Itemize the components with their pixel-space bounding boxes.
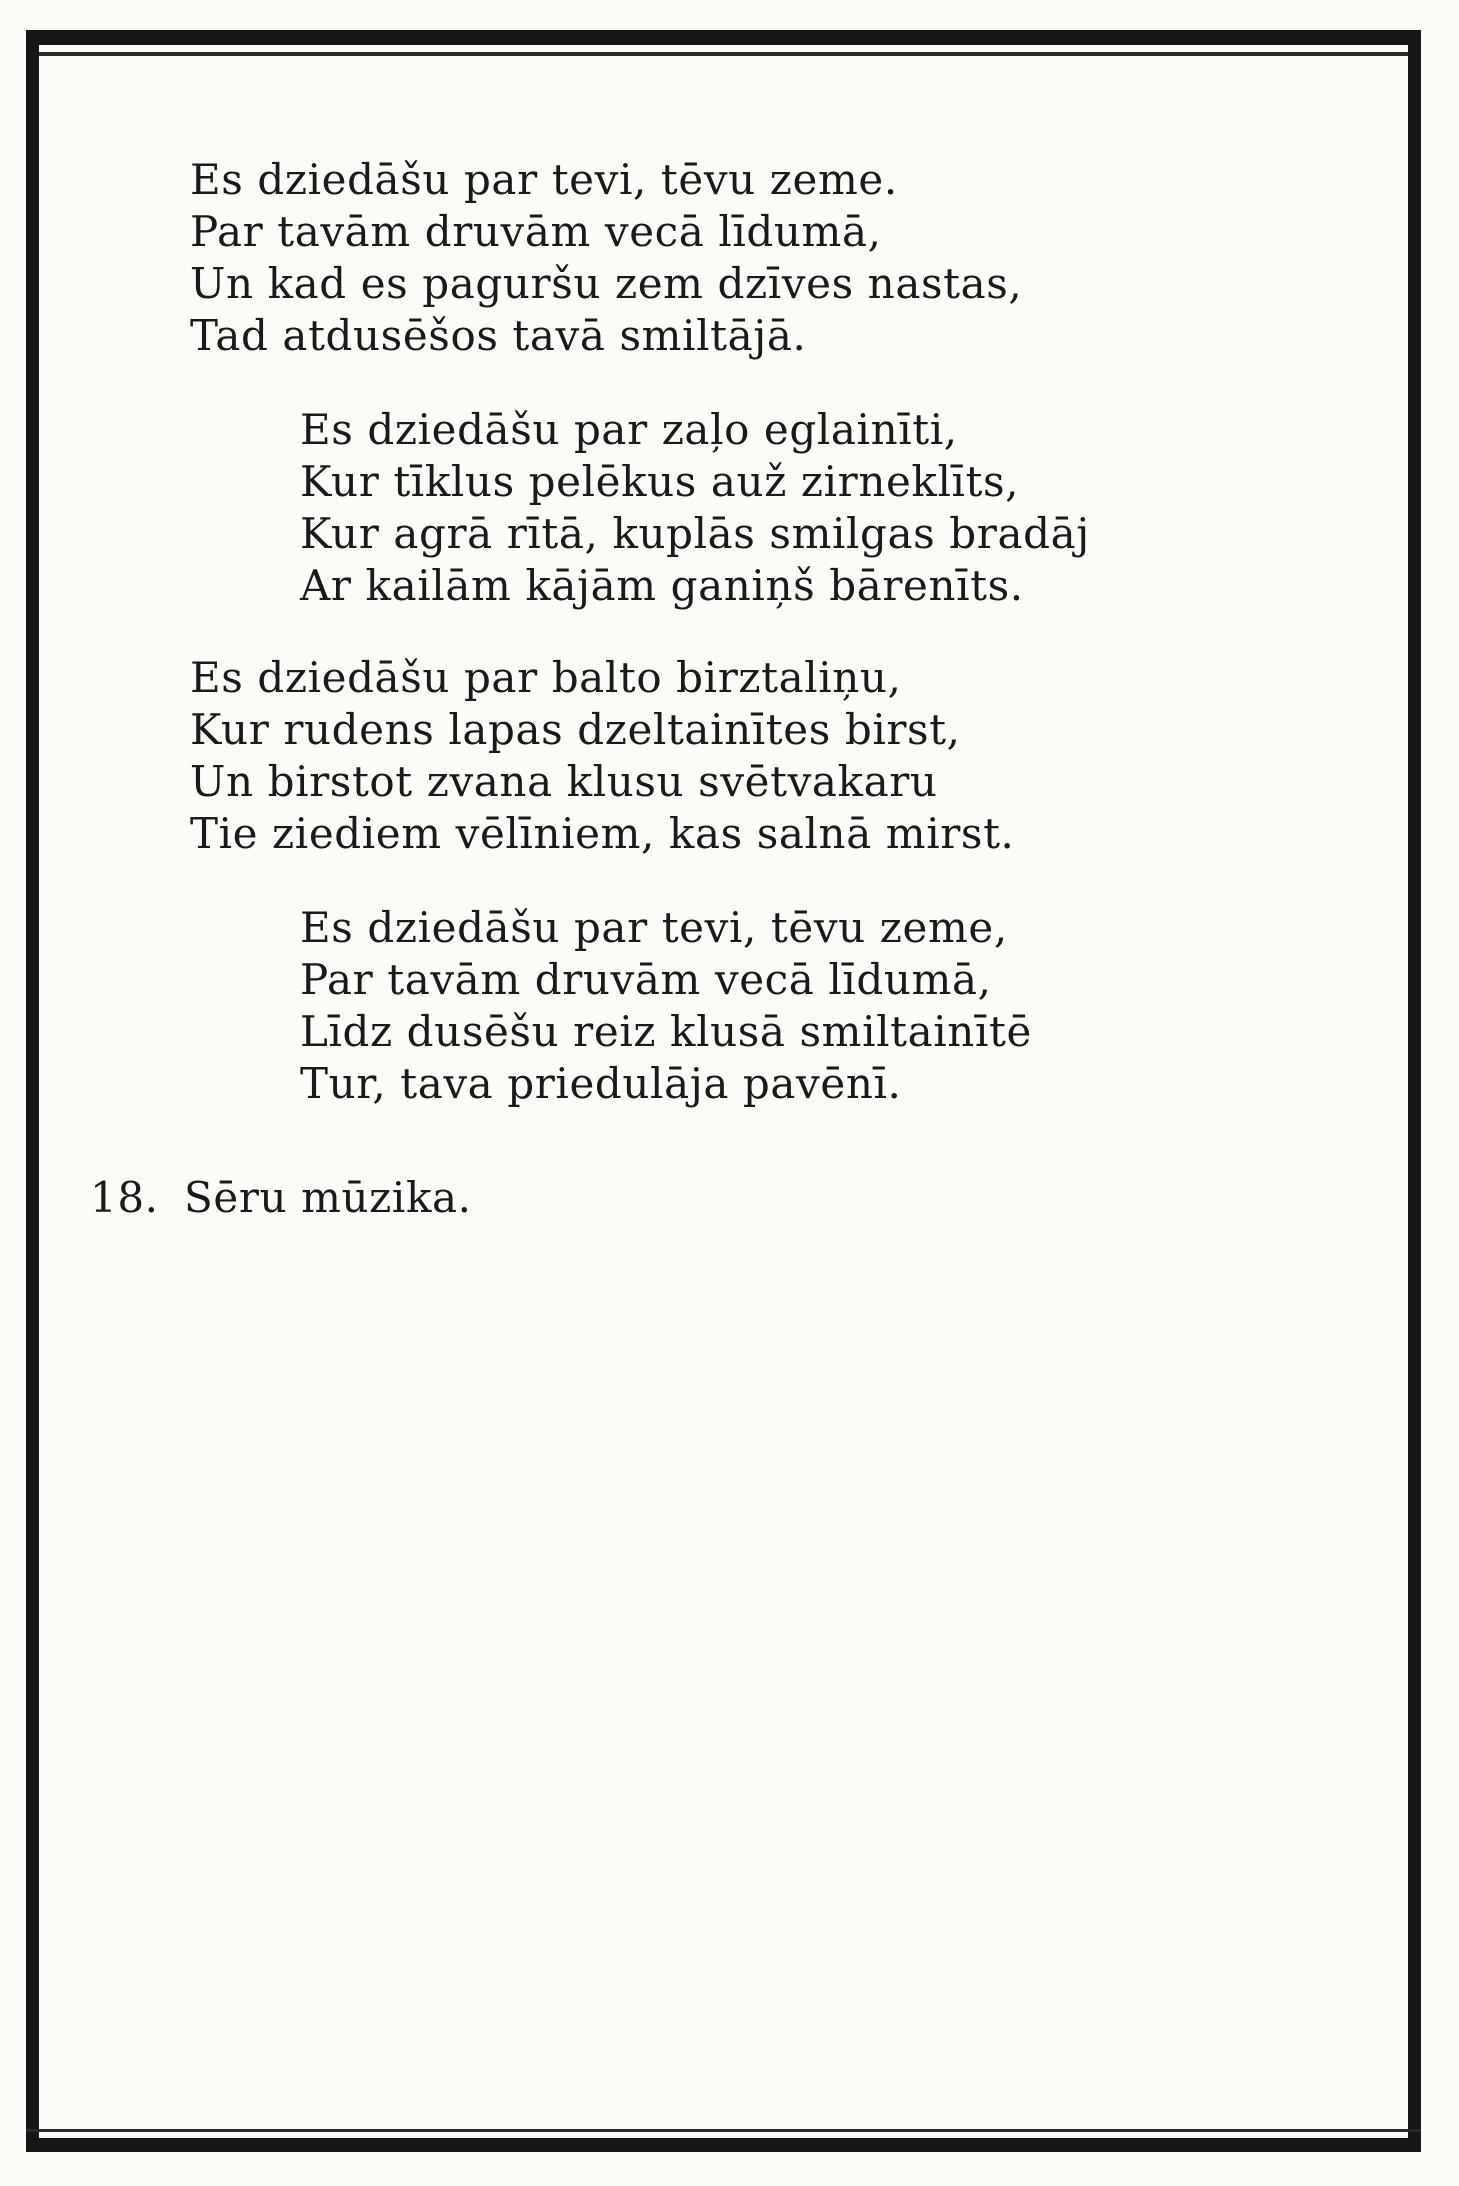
poem-line: Es dziedāšu par tevi, tēvu zeme, <box>300 903 1008 952</box>
program-item <box>90 1172 472 1224</box>
poem-line: Es dziedāšu par balto birztaliņu, <box>190 653 902 702</box>
poem-line: Un kad es paguršu zem dzīves nastas, <box>190 259 1023 308</box>
poem-line: Kur agrā rītā, kuplās smilgas bradāj <box>300 509 1090 558</box>
program-item-number: 18. <box>90 1173 159 1222</box>
poem-stanza <box>190 652 1015 860</box>
poem-stanza <box>300 404 1090 612</box>
poem-stanza <box>190 154 1022 362</box>
poem-line: Tur, tava priedulāja pavēnī. <box>300 1059 902 1108</box>
border-bottom <box>26 2138 1421 2152</box>
poem-line: Kur tīklus pelēkus auž zirneklīts, <box>300 457 1020 506</box>
poem-line: Par tavām druvām vecā līdumā, <box>190 207 882 256</box>
poem-line: Par tavām druvām vecā līdumā, <box>300 955 992 1004</box>
border-right <box>1408 30 1421 2152</box>
poem-line: Es dziedāšu par zaļo eglainīti, <box>300 405 958 454</box>
poem-line: Kur rudens lapas dzeltainītes birst, <box>190 705 961 754</box>
border-bottom-inner-rule <box>26 2129 1421 2132</box>
poem-line: Es dziedāšu par tevi, tēvu zeme. <box>190 155 898 204</box>
border-top-inner-rule <box>26 52 1421 56</box>
poem-line: Tie ziediem vēlīniem, kas salnā mirst. <box>190 809 1015 858</box>
poem-line: Ar kailām kājām ganiņš bārenīts. <box>300 561 1024 610</box>
border-top <box>26 30 1421 45</box>
border-left <box>26 30 39 2152</box>
poem-stanza <box>300 902 1032 1110</box>
poem-line: Līdz dusēšu reiz klusā smiltainītē <box>300 1007 1032 1056</box>
program-item-title: Sēru mūzika. <box>184 1173 472 1222</box>
poem-line: Un birstot zvana klusu svētvakaru <box>190 757 938 806</box>
poem-line: Tad atdusēšos tavā smiltājā. <box>190 311 807 360</box>
